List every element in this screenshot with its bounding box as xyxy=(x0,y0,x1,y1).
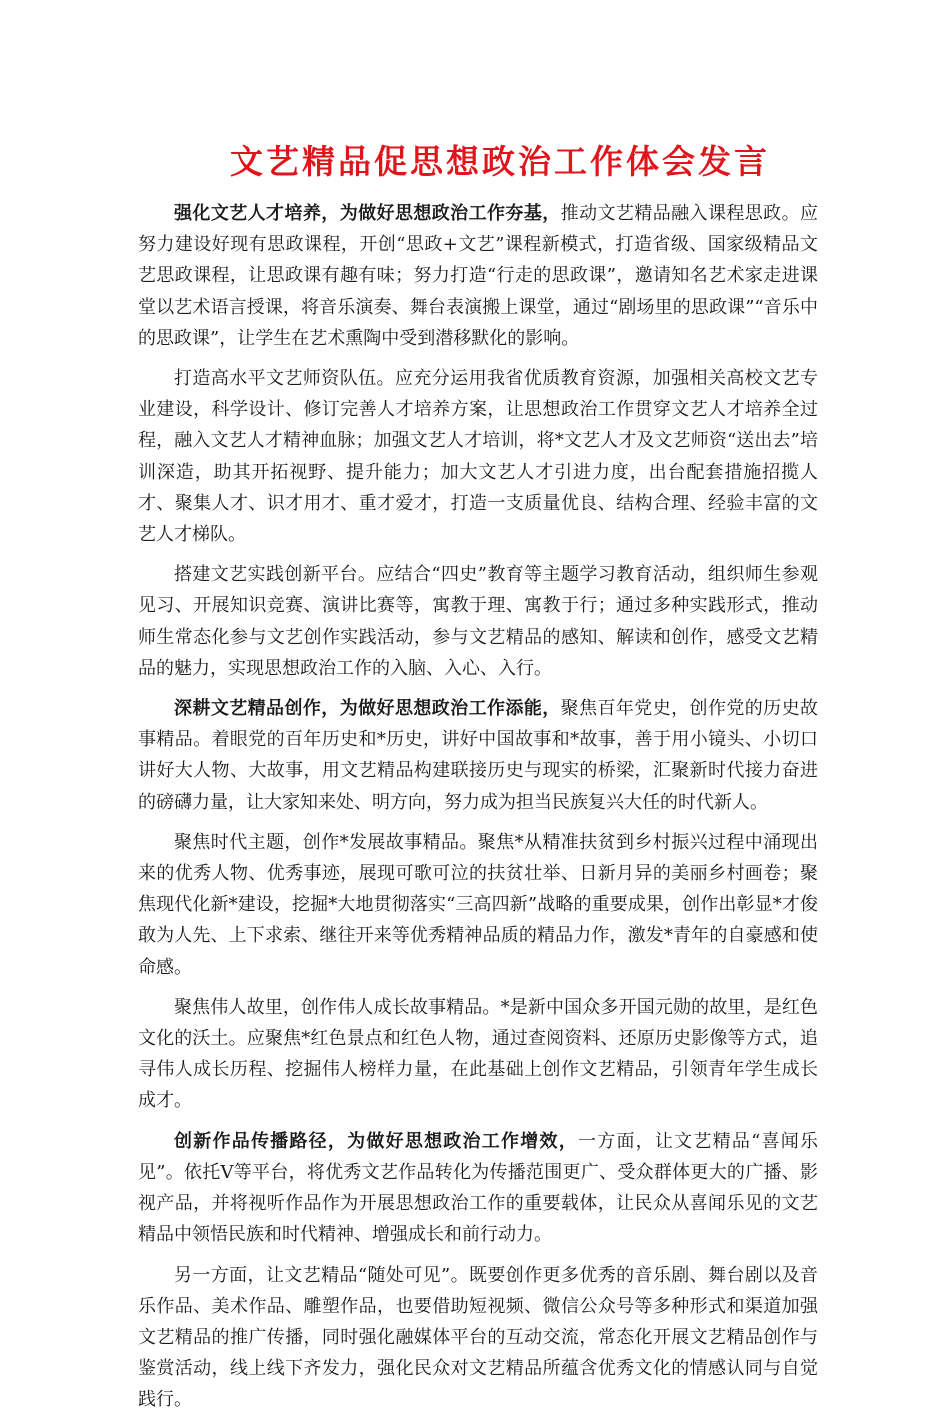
document-page xyxy=(138,130,818,1425)
paragraph-5 xyxy=(138,827,818,983)
paragraph-1 xyxy=(138,198,818,354)
paragraph-text: 聚焦伟人故里，创作伟人成长故事精品。*是新中国众多开国元勋的故里，是红色文化的沃土。应聚焦*红色景点和红色人物，通过查阅资料、还原历史影像等方式，追寻伟人成长历程、挖掘伟人榜样力量，在此基础上创作文艺精品，引领青年学生成长成才。 xyxy=(138,996,818,1112)
paragraph-4 xyxy=(138,693,818,818)
paragraph-text: 聚焦时代主题，创作*发展故事精品。聚焦*从精准扶贫到乡村振兴过程中涌现出来的优秀人物、优秀事迹，展现可歌可泣的扶贫壮举、日新月异的美丽乡村画卷；聚焦现代化新*建设，挖掘*大地贯彻落实“三高四新”战略的重要成果，创作出彰显*才俊敢为人先、上下求索、继往开来等优秀精神品质的精品力作，激发*青年的自豪感和使命感。 xyxy=(138,831,818,978)
paragraph-2 xyxy=(138,363,818,550)
paragraph-lead: 强化文艺人才培养，为做好思想政治工作夯基， xyxy=(174,203,561,224)
paragraph-6 xyxy=(138,992,818,1117)
paragraph-text: 一方面，让文艺精品“喜闻乐见”。依托V等平台，将优秀文艺作品转化为传播范围更广、受众群体更大的广播、影视产品，并将视听作品作为开展思想政治工作的重要载体，让民众从喜闻乐见的文艺精品中领悟民族和时代精神、增强成长和前行动力。 xyxy=(138,1130,819,1246)
paragraph-3 xyxy=(138,559,818,684)
paragraph-lead: 创新作品传播路径，为做好思想政治工作增效， xyxy=(174,1130,578,1152)
paragraph-7 xyxy=(138,1126,818,1251)
paragraph-8 xyxy=(138,1260,818,1416)
paragraph-text: 另一方面，让文艺精品“随处可见”。既要创作更多优秀的音乐剧、舞台剧以及音乐作品、美术作品、雕塑作品，也要借助短视频、微信公众号等多种形式和渠道加强文艺精品的推广传播，同时强化融媒体平台的互动交流，常态化开展文艺精品创作与鉴赏活动，线上线下齐发力，强化民众对文艺精品所蕴含优秀文化的情感认同与自觉践行。 xyxy=(138,1264,818,1411)
paragraph-lead: 深耕文艺精品创作，为做好思想政治工作添能， xyxy=(174,698,561,720)
paragraph-text: 推动文艺精品融入课程思政。应努力建设好现有思政课程，开创“思政+文艺”课程新模式，打造省级、国家级精品文艺思政课程，让思政课有趣有味；努力打造“行走的思政课”，邀请知名艺术家走进课堂以艺术语言授课，将音乐演奏、舞台表演搬上课堂，通过“剧场里的思政课”“音乐中的思政课”，让学生在艺术熏陶中受到潜移默化的影响。 xyxy=(138,203,819,349)
paragraph-text: 搭建文艺实践创新平台。应结合“四史”教育等主题学习教育活动，组织师生参观见习、开展知识竞赛、演讲比赛等，寓教于理、寓教于行；通过多种实践形式，推动师生常态化参与文艺创作实践活动，参与文艺精品的感知、解读和创作，感受文艺精品的魅力，实现思想政治工作的入脑、入心、入行。 xyxy=(138,564,818,679)
document-title: 文艺精品促思想政治工作体会发言 xyxy=(230,142,770,181)
paragraph-text: 打造高水平文艺师资队伍。应充分运用我省优质教育资源，加强相关高校文艺专业建设，科学设计、修订完善人才培养方案，让思想政治工作贯穿文艺人才培养全过程，融入文艺人才精神血脉；加强文艺人才培训，将*文艺人才及文艺师资“送出去”培训深造，助其开拓视野、提升能力；加大文艺人才引进力度，出台配套措施招揽人才、聚集人才、识才用才、重才爱才，打造一支质量优良、结构合理、经验丰富的文艺人才梯队。 xyxy=(138,368,818,546)
paragraph-text: 聚焦百年党史，创作党的历史故事精品。着眼党的百年历史和*历史，讲好中国故事和*故事，善于用小镜头、小切口讲好大人物、大故事，用文艺精品构建联接历史与现实的桥梁，汇聚新时代接力奋进的磅礴力量，让大家知来处、明方向，努力成为担当民族复兴大任的时代新人。 xyxy=(138,698,819,813)
